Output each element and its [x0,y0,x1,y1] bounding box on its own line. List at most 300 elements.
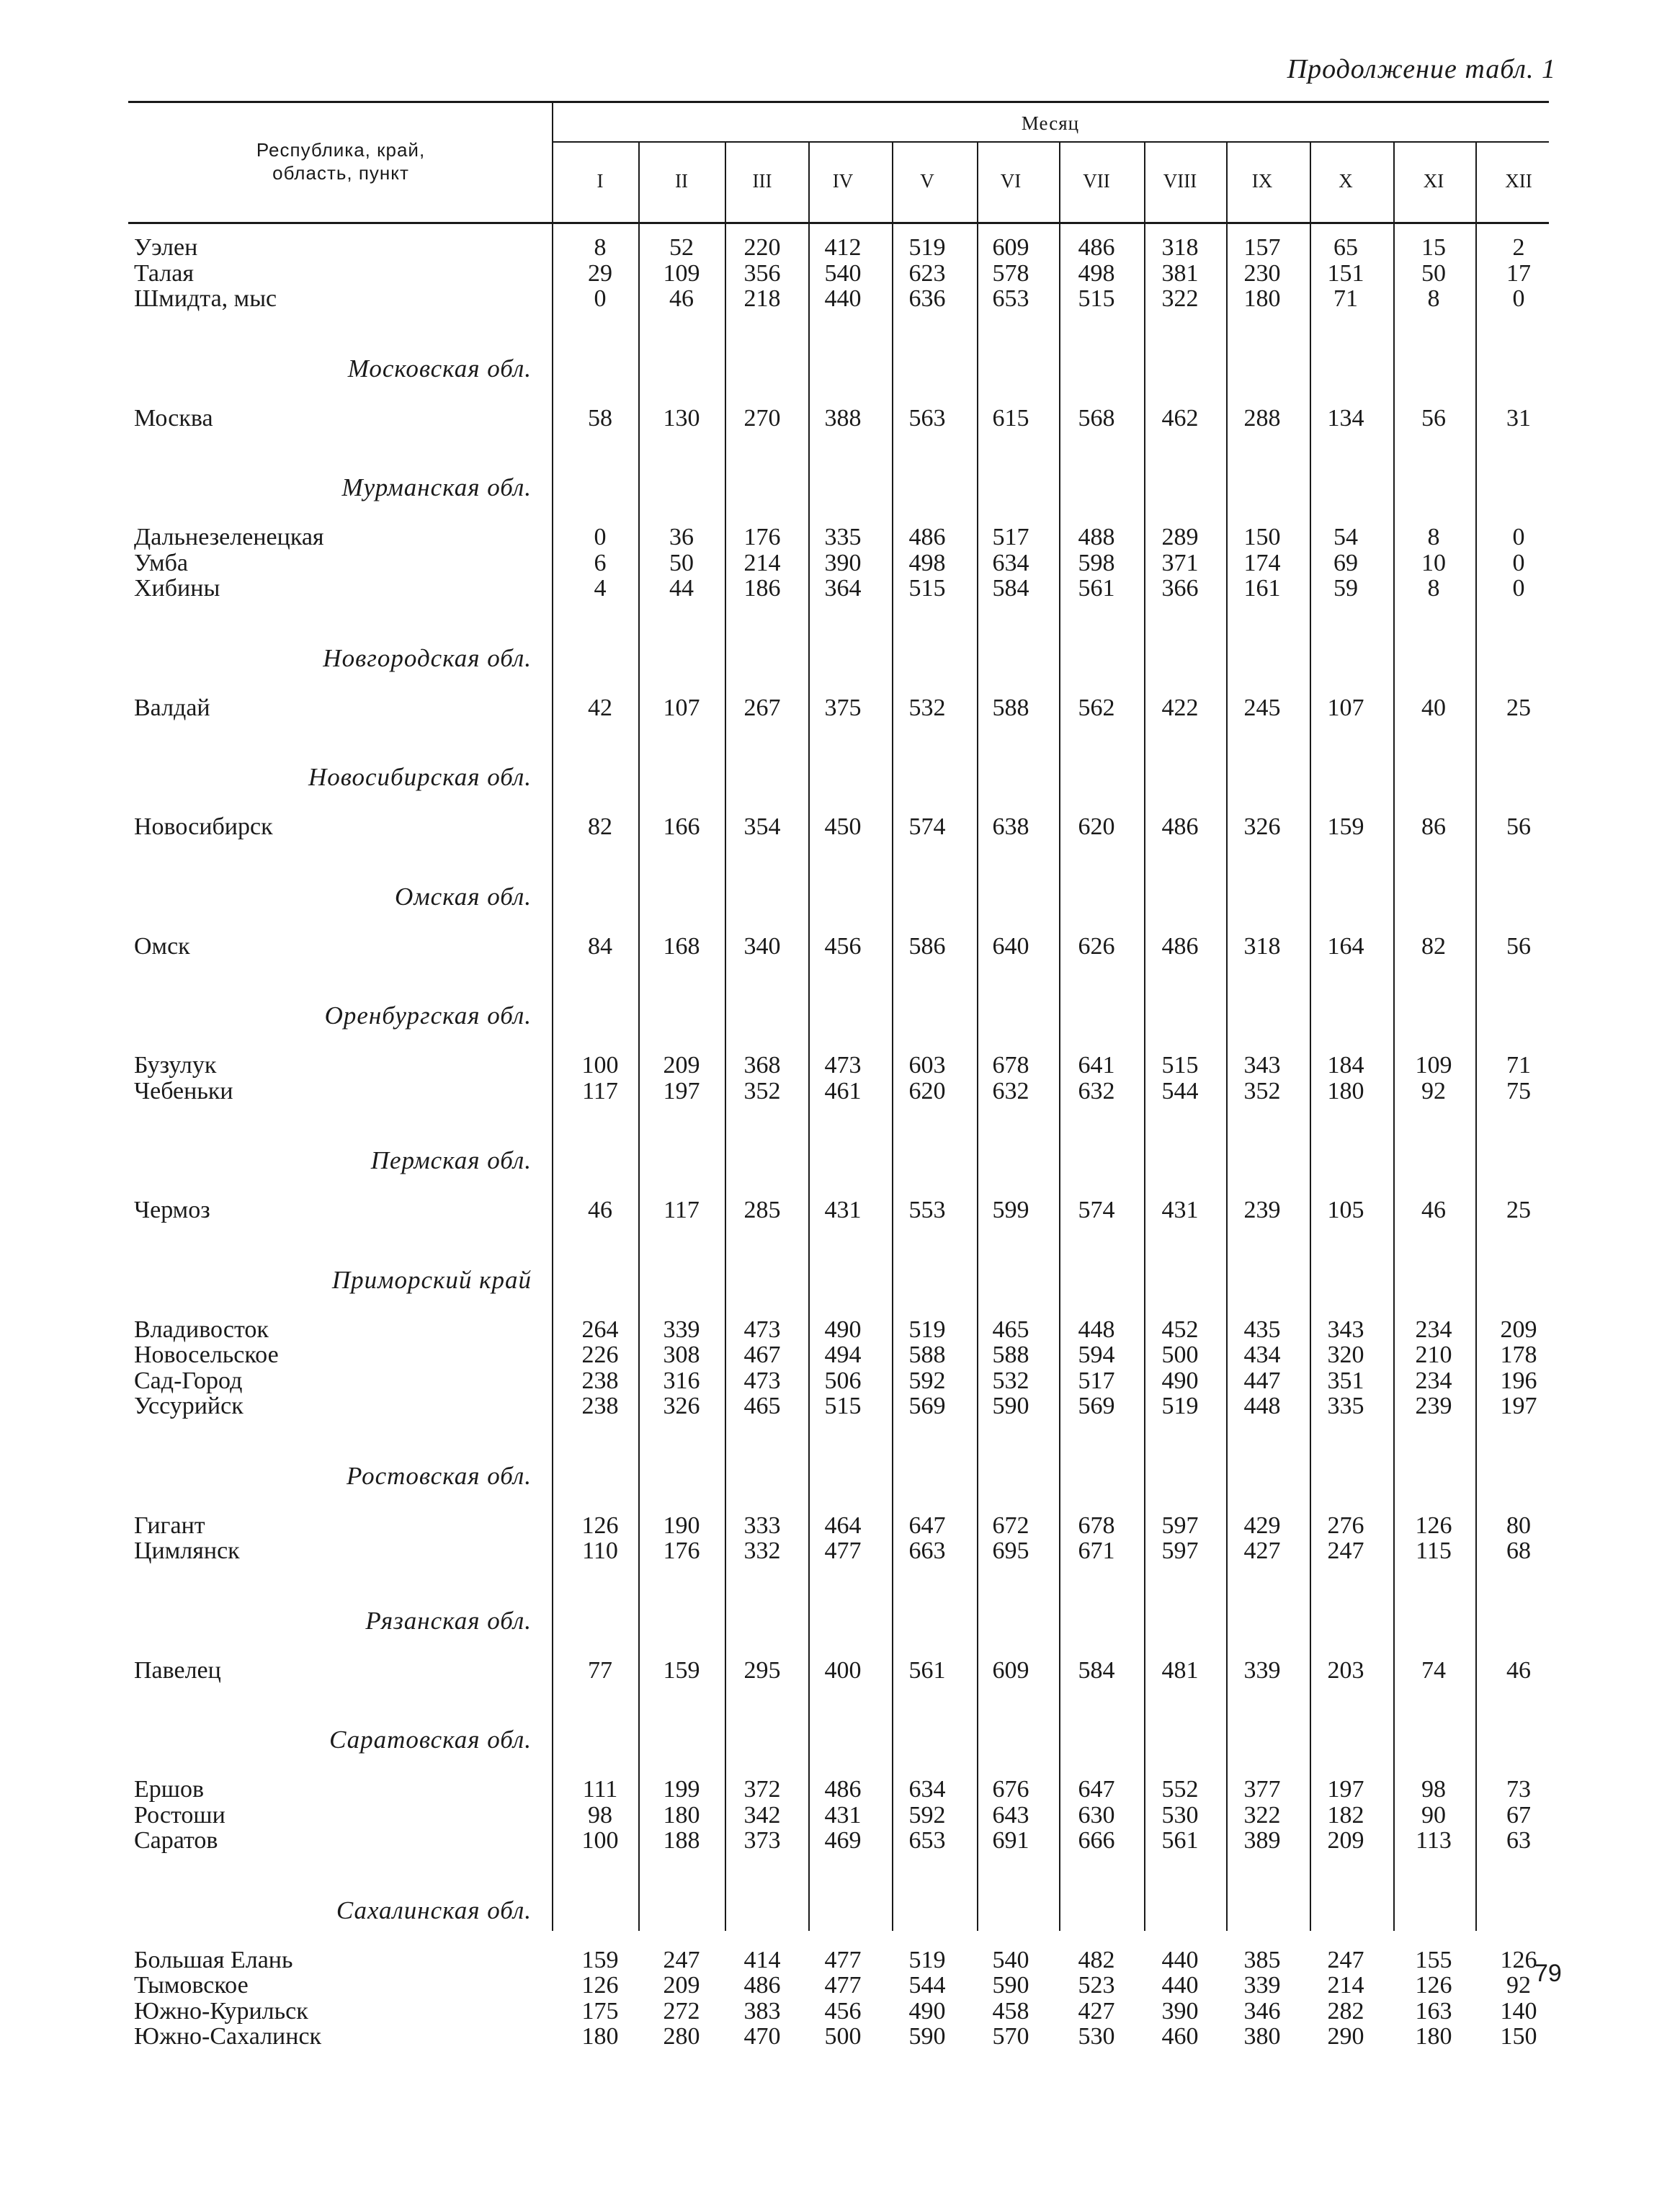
value-cell: 490 [1161,1367,1199,1394]
value-cell: 469 [824,1827,862,1854]
value-cell: 498 [908,549,946,576]
header-month-12: XII [1505,170,1532,192]
value-cell: 364 [824,575,862,602]
value-cell: 322 [1161,285,1199,312]
value-cell: 653 [908,1827,946,1854]
value-cell: 90 [1421,1801,1446,1829]
region-heading: Сахалинская обл. [336,1896,532,1924]
value-cell: 540 [824,259,862,287]
value-cell: 68 [1506,1537,1531,1564]
value-cell: 467 [743,1342,781,1368]
value-cell: 500 [1161,1342,1199,1368]
value-cell: 465 [743,1393,781,1419]
value-cell: 316 [663,1367,700,1394]
value-cell: 8 [1427,524,1440,550]
region-heading: Мурманская обл. [341,473,532,501]
value-cell: 161 [1243,575,1281,602]
value-cell: 588 [992,694,1029,721]
value-cell: 82 [588,813,612,840]
value-cell: 238 [581,1367,619,1394]
header-month-2: II [675,170,688,192]
value-cell: 190 [663,1512,700,1539]
value-cell: 164 [1327,932,1364,960]
value-cell: 477 [824,1946,862,1973]
value-cell: 634 [992,549,1029,576]
value-cell: 184 [1327,1052,1364,1079]
value-cell: 552 [1161,1776,1199,1803]
value-cell: 117 [582,1077,618,1104]
value-cell: 414 [743,1946,781,1973]
value-cell: 100 [581,1052,619,1079]
value-cell: 486 [908,524,946,550]
value-cell: 584 [992,575,1029,602]
value-cell: 663 [908,1537,946,1564]
value-cell: 188 [663,1827,700,1854]
value-cell: 214 [1327,1972,1364,1999]
value-cell: 326 [663,1393,700,1419]
value-cell: 517 [1078,1367,1115,1394]
value-cell: 285 [743,1197,781,1223]
value-cell: 470 [743,2023,781,2050]
value-cell: 427 [1078,1997,1115,2025]
value-cell: 342 [743,1801,781,1829]
header-month-10: X [1339,170,1353,192]
value-cell: 640 [992,932,1029,960]
value-cell: 440 [824,285,862,312]
station-name: Уэлен [134,234,198,261]
value-cell: 352 [743,1077,781,1104]
value-cell: 280 [663,2023,700,2050]
value-cell: 519 [908,234,946,261]
value-cell: 42 [588,694,612,721]
value-cell: 46 [669,285,694,312]
value-cell: 282 [1327,1997,1364,2025]
value-cell: 182 [1327,1801,1364,1829]
value-cell: 383 [743,1997,781,2025]
region-heading: Омская обл. [395,882,532,911]
value-cell: 634 [908,1776,946,1803]
value-cell: 346 [1243,1997,1281,2025]
value-cell: 465 [992,1316,1029,1343]
value-cell: 326 [1243,813,1281,840]
value-cell: 519 [1161,1393,1199,1419]
value-cell: 486 [1161,813,1199,840]
value-cell: 2 [1512,234,1525,261]
value-cell: 544 [1161,1077,1199,1104]
value-cell: 620 [1078,813,1115,840]
value-cell: 67 [1506,1801,1531,1829]
value-cell: 113 [1416,1827,1452,1854]
value-cell: 678 [1078,1512,1115,1539]
value-cell: 448 [1243,1393,1281,1419]
value-cell: 368 [743,1052,781,1079]
value-cell: 676 [992,1776,1029,1803]
value-cell: 462 [1161,404,1199,432]
station-name: Бузулук [134,1052,217,1079]
value-cell: 351 [1327,1367,1364,1394]
value-cell: 58 [588,404,612,432]
header-bottom-rule [128,222,1549,224]
value-cell: 134 [1327,404,1364,432]
value-cell: 333 [743,1512,781,1539]
value-cell: 238 [581,1393,619,1419]
value-cell: 218 [743,285,781,312]
value-cell: 594 [1078,1342,1115,1368]
top-rule [128,101,1549,103]
header-month-4: IV [832,170,854,192]
value-cell: 574 [1078,1197,1115,1223]
station-name: Талая [134,259,195,287]
value-cell: 584 [1078,1656,1115,1684]
value-cell: 180 [1243,285,1281,312]
value-cell: 530 [1078,2023,1115,2050]
station-name: Саратов [134,1827,218,1854]
station-name: Москва [134,404,213,432]
value-cell: 226 [581,1342,619,1368]
value-cell: 107 [1327,694,1364,721]
value-cell: 174 [1243,549,1281,576]
value-cell: 109 [1415,1052,1452,1079]
value-cell: 494 [824,1342,862,1368]
page-number: 79 [1534,1960,1562,1987]
value-cell: 388 [824,404,862,432]
station-name: Южно-Курильск [134,1997,308,2025]
value-cell: 50 [1421,259,1446,287]
value-cell: 515 [824,1393,862,1419]
value-cell: 412 [824,234,862,261]
value-cell: 561 [1078,575,1115,602]
header-month-label: Месяц [1021,112,1080,134]
value-cell: 598 [1078,549,1115,576]
value-cell: 339 [1243,1972,1281,1999]
value-cell: 632 [1078,1077,1115,1104]
value-cell: 73 [1506,1776,1531,1803]
header-month-11: XI [1423,170,1444,192]
station-name: Новосибирск [134,813,273,840]
value-cell: 159 [581,1946,619,1973]
value-cell: 498 [1078,259,1115,287]
value-cell: 429 [1243,1512,1281,1539]
station-name: Омск [134,932,190,960]
value-cell: 29 [588,259,612,287]
value-cell: 0 [1512,549,1525,576]
value-cell: 214 [743,549,781,576]
value-cell: 71 [1506,1052,1531,1079]
value-cell: 117 [663,1197,700,1223]
value-cell: 110 [582,1537,618,1564]
value-cell: 98 [1421,1776,1446,1803]
value-cell: 632 [992,1077,1029,1104]
value-cell: 335 [824,524,862,550]
value-cell: 568 [1078,404,1115,432]
value-cell: 389 [1243,1827,1281,1854]
value-cell: 460 [1161,2023,1199,2050]
value-cell: 318 [1243,932,1281,960]
value-cell: 276 [1327,1512,1364,1539]
value-cell: 209 [663,1972,700,1999]
value-cell: 289 [1161,524,1199,550]
value-cell: 0 [1512,285,1525,312]
region-heading: Рязанская обл. [365,1606,532,1635]
value-cell: 490 [824,1316,862,1343]
value-cell: 352 [1243,1077,1281,1104]
value-cell: 563 [908,404,946,432]
value-cell: 343 [1327,1316,1364,1343]
value-cell: 65 [1333,234,1358,261]
value-cell: 456 [824,932,862,960]
value-cell: 59 [1333,575,1358,602]
value-cell: 25 [1506,694,1531,721]
value-cell: 588 [908,1342,946,1368]
value-cell: 197 [1327,1776,1364,1803]
value-cell: 431 [824,1801,862,1829]
value-cell: 590 [908,2023,946,2050]
value-cell: 40 [1421,694,1446,721]
value-cell: 592 [908,1367,946,1394]
value-cell: 54 [1333,524,1358,550]
value-cell: 390 [1161,1997,1199,2025]
value-cell: 105 [1327,1197,1364,1223]
value-cell: 448 [1078,1316,1115,1343]
region-heading: Новгородская обл. [323,643,532,672]
value-cell: 400 [824,1656,862,1684]
value-cell: 111 [582,1776,618,1803]
value-cell: 178 [1500,1342,1537,1368]
value-cell: 267 [743,694,781,721]
value-cell: 473 [743,1316,781,1343]
station-name: Умба [134,549,188,576]
value-cell: 375 [824,694,862,721]
header-month-9: IX [1251,170,1273,192]
value-cell: 461 [824,1077,862,1104]
value-cell: 464 [824,1512,862,1539]
station-name: Павелец [134,1656,221,1684]
header-month-7: VII [1083,170,1110,192]
value-cell: 199 [663,1776,700,1803]
value-cell: 615 [992,404,1029,432]
value-cell: 452 [1161,1316,1199,1343]
region-heading: Московская обл. [347,354,532,383]
value-cell: 92 [1506,1972,1531,1999]
value-cell: 540 [992,1946,1029,1973]
value-cell: 234 [1415,1316,1452,1343]
value-cell: 15 [1421,234,1446,261]
station-name: Новосельское [134,1342,279,1368]
value-cell: 71 [1333,285,1358,312]
value-cell: 176 [743,524,781,550]
value-cell: 245 [1243,694,1281,721]
value-cell: 98 [588,1801,612,1829]
value-cell: 320 [1327,1342,1364,1368]
value-cell: 666 [1078,1827,1115,1854]
value-cell: 647 [1078,1776,1115,1803]
value-cell: 481 [1161,1656,1199,1684]
value-cell: 440 [1161,1972,1199,1999]
value-cell: 335 [1327,1393,1364,1419]
value-cell: 678 [992,1052,1029,1079]
value-cell: 590 [992,1393,1029,1419]
value-cell: 366 [1161,575,1199,602]
column-divider [552,101,553,1931]
value-cell: 46 [588,1197,612,1223]
value-cell: 196 [1500,1367,1537,1394]
value-cell: 210 [1415,1342,1452,1368]
value-cell: 50 [669,549,694,576]
value-cell: 377 [1243,1776,1281,1803]
value-cell: 150 [1243,524,1281,550]
station-name: Ростоши [134,1801,225,1829]
value-cell: 385 [1243,1946,1281,1973]
value-cell: 609 [992,234,1029,261]
value-cell: 288 [1243,404,1281,432]
station-name: Южно-Сахалинск [134,2023,322,2050]
value-cell: 0 [594,285,607,312]
value-cell: 356 [743,259,781,287]
value-cell: 603 [908,1052,946,1079]
value-cell: 0 [1512,575,1525,602]
value-cell: 486 [743,1972,781,1999]
station-name: Гигант [134,1512,205,1539]
value-cell: 270 [743,404,781,432]
value-cell: 247 [663,1946,700,1973]
value-cell: 519 [908,1946,946,1973]
value-cell: 458 [992,1997,1029,2025]
value-cell: 56 [1506,813,1531,840]
value-cell: 586 [908,932,946,960]
value-cell: 671 [1078,1537,1115,1564]
station-name: Большая Елань [134,1946,293,1973]
header-stub-label: Республика, край, область, пункт [256,139,426,184]
value-cell: 339 [663,1316,700,1343]
value-cell: 630 [1078,1801,1115,1829]
value-cell: 209 [1500,1316,1537,1343]
value-cell: 354 [743,813,781,840]
value-cell: 381 [1161,259,1199,287]
value-cell: 36 [669,524,694,550]
value-cell: 486 [824,1776,862,1803]
value-cell: 126 [581,1972,619,1999]
value-cell: 672 [992,1512,1029,1539]
value-cell: 532 [992,1367,1029,1394]
value-cell: 186 [743,575,781,602]
value-cell: 180 [663,1801,700,1829]
value-cell: 247 [1327,1537,1364,1564]
value-cell: 63 [1506,1827,1531,1854]
value-cell: 46 [1421,1197,1446,1223]
value-cell: 155 [1415,1946,1452,1973]
value-cell: 44 [669,575,694,602]
value-cell: 435 [1243,1316,1281,1343]
value-cell: 473 [824,1052,862,1079]
value-cell: 339 [1243,1656,1281,1684]
value-cell: 180 [1415,2023,1452,2050]
value-cell: 197 [1500,1393,1537,1419]
value-cell: 272 [663,1997,700,2025]
value-cell: 166 [663,813,700,840]
value-cell: 115 [1416,1537,1452,1564]
value-cell: 209 [1327,1827,1364,1854]
value-cell: 163 [1415,1997,1452,2025]
value-cell: 130 [663,404,700,432]
value-cell: 56 [1421,404,1446,432]
value-cell: 447 [1243,1367,1281,1394]
value-cell: 322 [1243,1801,1281,1829]
value-cell: 6 [594,549,607,576]
value-cell: 517 [992,524,1029,550]
value-cell: 477 [824,1537,862,1564]
value-cell: 159 [663,1656,700,1684]
value-cell: 599 [992,1197,1029,1223]
value-cell: 46 [1506,1656,1531,1684]
value-cell: 52 [669,234,694,261]
value-cell: 623 [908,259,946,287]
value-cell: 0 [1512,524,1525,550]
value-cell: 643 [992,1801,1029,1829]
value-cell: 74 [1421,1656,1446,1684]
value-cell: 159 [1327,813,1364,840]
region-heading: Оренбургская обл. [324,1001,532,1030]
value-cell: 626 [1078,932,1115,960]
value-cell: 151 [1327,259,1364,287]
table-caption: Продолжение табл. 1 [1287,54,1556,84]
region-heading: Новосибирская обл. [308,763,532,791]
value-cell: 209 [663,1052,700,1079]
value-cell: 569 [908,1393,946,1419]
value-cell: 422 [1161,694,1199,721]
value-cell: 176 [663,1537,700,1564]
value-cell: 609 [992,1656,1029,1684]
station-name: Сад-Город [134,1367,243,1394]
value-cell: 140 [1500,1997,1537,2025]
value-cell: 574 [908,813,946,840]
station-name: Валдай [134,694,210,721]
value-cell: 691 [992,1827,1029,1854]
value-cell: 590 [992,1972,1029,1999]
value-cell: 234 [1415,1367,1452,1394]
value-cell: 482 [1078,1946,1115,1973]
value-cell: 180 [581,2023,619,2050]
value-cell: 532 [908,694,946,721]
value-cell: 597 [1161,1537,1199,1564]
value-cell: 239 [1243,1197,1281,1223]
value-cell: 230 [1243,259,1281,287]
month-group-rule [552,141,1549,143]
value-cell: 456 [824,1997,862,2025]
value-cell: 17 [1506,259,1531,287]
value-cell: 620 [908,1077,946,1104]
value-cell: 175 [581,1997,619,2025]
value-cell: 638 [992,813,1029,840]
value-cell: 239 [1415,1393,1452,1419]
value-cell: 168 [663,932,700,960]
header-month-6: VI [1000,170,1022,192]
value-cell: 500 [824,2023,862,2050]
region-heading: Саратовская обл. [329,1726,532,1754]
value-cell: 506 [824,1367,862,1394]
value-cell: 8 [1427,285,1440,312]
value-cell: 592 [908,1801,946,1829]
value-cell: 308 [663,1342,700,1368]
value-cell: 647 [908,1512,946,1539]
region-heading: Приморский край [331,1265,532,1294]
value-cell: 31 [1506,404,1531,432]
value-cell: 150 [1500,2023,1537,2050]
value-cell: 126 [1415,1972,1452,1999]
value-cell: 290 [1327,2023,1364,2050]
value-cell: 0 [594,524,607,550]
value-cell: 77 [588,1656,612,1684]
value-cell: 80 [1506,1512,1531,1539]
